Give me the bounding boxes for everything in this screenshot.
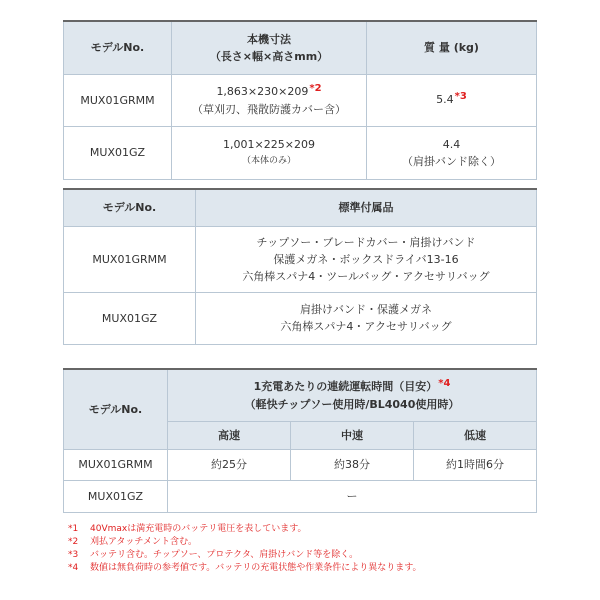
table-header-row	[64, 21, 537, 74]
footnote-marker: *3	[68, 550, 79, 560]
model-cell: MUX01GRMM	[64, 449, 168, 480]
footnote-text: 40Vmaxは満充電時のバッテリ電圧を表しています。	[90, 524, 307, 534]
footnote-text: 数値は無負荷時の参考値です。バッテリの充電状態や作業条件により異なります。	[90, 563, 422, 573]
runtime-na-cell: ー	[168, 480, 537, 512]
header-runtime-line2: （軽快チップソー使用時/BL4040使用時）	[244, 397, 460, 411]
footnote-mark: *4	[438, 377, 451, 389]
dimensions-value: 1,863×230×209	[216, 84, 309, 98]
dimensions-cell	[172, 74, 367, 126]
accessory-line: チップソー・ブレードカバー・肩掛けバンド	[256, 235, 476, 249]
table-row	[64, 226, 537, 292]
header-model: モデルNo.	[64, 21, 172, 74]
header-dimensions-line1: 本機寸法	[247, 32, 291, 46]
accessories-table	[63, 188, 537, 345]
dimensions-cell	[172, 126, 367, 179]
header-runtime	[168, 369, 537, 421]
weight-value: 4.4	[442, 137, 461, 151]
table-row	[64, 449, 537, 480]
accessories-cell	[196, 292, 537, 344]
runtime-low-cell: 約1時間6分	[414, 449, 537, 480]
footnote	[68, 523, 538, 536]
model-cell: MUX01GZ	[64, 292, 196, 344]
footnote-marker: *2	[68, 537, 79, 547]
accessories-cell	[196, 226, 537, 292]
header-dimensions-line2: （長さ×幅×高さmm）	[209, 49, 329, 63]
model-cell: MUX01GZ	[64, 480, 168, 512]
footnote	[68, 549, 538, 562]
dimensions-note: （本体のみ）	[241, 155, 296, 166]
dimensions-value: 1,001×225×209	[223, 137, 315, 151]
footnote-text: 刈払アタッチメント含む。	[90, 537, 198, 547]
runtime-high-cell: 約25分	[168, 449, 291, 480]
table-row	[64, 126, 537, 179]
dimensions-note: （草刈刃、飛散防護カバー含）	[192, 102, 346, 116]
table-row	[64, 74, 537, 126]
accessory-line: 六角棒スパナ4・ツールバッグ・アクセサリバッグ	[242, 269, 490, 283]
header-model: モデルNo.	[64, 369, 168, 449]
weight-value: 5.4	[436, 93, 454, 106]
footnote-marker: *4	[68, 563, 79, 573]
header-weight: 質 量 (kg)	[367, 21, 537, 74]
header-model: モデルNo.	[64, 189, 196, 226]
footnote-mark: *3	[454, 91, 467, 102]
model-cell: MUX01GRMM	[64, 74, 172, 126]
accessory-line: 肩掛けバンド・保護メガネ	[300, 303, 432, 316]
model-cell: MUX01GZ	[64, 126, 172, 179]
header-runtime-line1: 1充電あたりの連続運転時間（目安）	[253, 379, 438, 393]
weight-cell	[367, 126, 537, 179]
footnote-text: バッテリ含む。チップソー、プロテクタ、肩掛けバンド等を除く。	[90, 550, 359, 560]
table-row	[64, 292, 537, 344]
model-cell: MUX01GRMM	[64, 226, 196, 292]
footnotes	[68, 523, 538, 575]
header-dimensions	[172, 21, 367, 74]
footnote-marker: *1	[68, 524, 79, 534]
footnote	[68, 536, 538, 549]
table-header-row	[64, 189, 537, 226]
runtime-table	[63, 368, 537, 513]
header-accessories: 標準付属品	[196, 189, 537, 226]
table-row	[64, 480, 537, 512]
runtime-medium-cell: 約38分	[291, 449, 414, 480]
table-header-row	[64, 369, 537, 421]
accessory-line: 保護メガネ・ボックスドライバ13-16	[273, 252, 459, 266]
footnote	[68, 562, 538, 575]
weight-note: （肩掛バンド除く）	[402, 154, 501, 168]
dimensions-weight-table	[63, 20, 537, 180]
weight-cell	[367, 74, 537, 126]
header-speed-medium: 中速	[291, 421, 414, 449]
footnote-mark: *2	[309, 82, 322, 94]
header-speed-low: 低速	[414, 421, 537, 449]
accessory-line: 六角棒スパナ4・アクセサリバッグ	[280, 320, 452, 333]
header-speed-high: 高速	[168, 421, 291, 449]
